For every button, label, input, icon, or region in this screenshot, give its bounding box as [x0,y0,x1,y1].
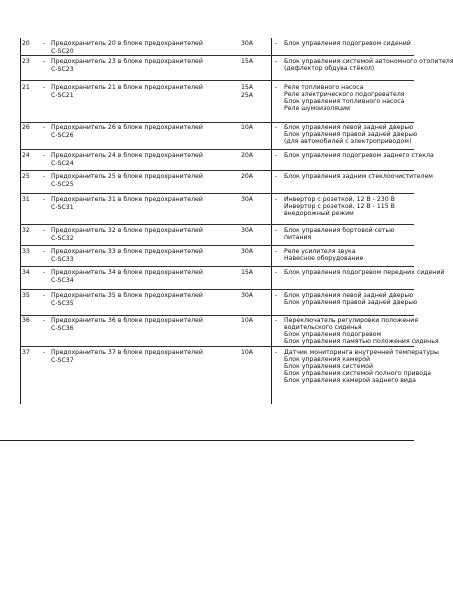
left-border [20,38,21,404]
fuse-description: Предохранитель 24 в блоке предохранителей [51,152,203,159]
fuse-function: Блок управления камерой [284,356,371,363]
fuse-description: Предохранитель 36 в блоке предохранителей [51,317,203,324]
fuse-description: C-SC32 [51,235,74,242]
fuse-description: C-SC24 [51,160,74,167]
fuse-description: Предохранитель 25 в блоке предохранителей [51,173,203,180]
bullet-glyph: - [275,173,278,180]
fuse-function: Блок управления левой задней дверью [284,124,414,131]
dash-glyph: - [43,152,46,159]
fuse-description: C-SC21 [51,92,74,99]
fuse-description: C-SC26 [51,132,74,139]
fuse-description: Предохранитель 21 в блоке предохранителей [51,84,203,91]
fuse-number: 37 [22,349,30,356]
fuse-description: C-SC31 [51,204,74,211]
fuse-rating: 10A [240,349,254,356]
fuse-description: C-SC33 [51,256,74,263]
fuse-description: C-SC35 [51,300,74,307]
row-separator [20,346,414,347]
bullet-glyph: - [275,292,278,299]
fuse-function: Переключатель регулировки положения [284,317,418,324]
fuse-function: Блок управления системой полного привода [284,370,432,377]
fuse-function: Реле усилителя звука [284,248,356,255]
row-separator [20,170,414,171]
fuse-function: Навесное оборудование [284,255,364,262]
fuse-rating: 20A [240,173,254,180]
rating-column-border [271,38,272,404]
dash-glyph: - [43,58,46,65]
row-separator [20,289,414,290]
row-separator [20,224,414,225]
dash-glyph: - [43,349,46,356]
fuse-function: Блок управления задним стеклоочистителем [284,173,433,180]
bullet-glyph: - [275,349,278,356]
dash-glyph: - [43,292,46,299]
bullet-glyph: - [275,227,278,234]
fuse-rating: 30A [240,227,254,234]
bullet-glyph: - [275,248,278,255]
fuse-function: питания [284,234,312,241]
bullet-glyph: - [275,58,278,65]
row-separator [20,245,414,246]
dash-glyph: - [43,173,46,180]
fuse-description: C-SC23 [51,66,74,73]
fuse-description: Предохранитель 33 в блоке предохранителей [51,248,203,255]
fuse-description: C-SC34 [51,277,74,284]
fuse-rating-alt: 25A [240,92,254,99]
fuse-function: Блок управления правой задней дверью [284,131,418,138]
dash-glyph: - [43,84,46,91]
fuse-description: C-SC37 [51,357,74,364]
fuse-description: Предохранитель 32 в блоке предохранителей [51,227,203,234]
fuse-description: Предохранитель 35 в блоке предохранителей [51,292,203,299]
fuse-function: внедорожный режим [284,210,354,217]
fuse-function: Блок управления памятью положения сиденья [284,338,439,345]
fuse-description: Предохранитель 20 в блоке предохранителей [51,40,203,47]
row-separator [20,266,414,267]
bullet-glyph: - [275,84,278,91]
fuse-description: Предохранитель 34 в блоке предохранителей [51,269,203,276]
fuse-description: C-SC36 [51,325,74,332]
row-separator [20,193,414,194]
fuse-rating: 15A [240,84,254,91]
fuse-function: (для автомобилей с электроприводом) [284,138,412,145]
bullet-glyph: - [275,196,278,203]
fuse-function: Блок управления подогревом заднего стекла [284,152,434,159]
row-separator [20,315,414,316]
dash-glyph: - [43,269,46,276]
fuse-rating: 30A [240,248,254,255]
fuse-function: Блок управления камерой заднего вида [284,377,416,384]
fuse-function: Инвертор с розеткой, 12 В - 115 В [284,203,395,210]
fuse-description: Предохранитель 31 в блоке предохранителей [51,196,203,203]
fuse-function: Инвертор с розеткой, 12 В - 230 В [284,196,395,203]
fuse-function: Реле электрического подогревателя [284,91,405,98]
fuse-rating: 30A [240,196,254,203]
fuse-function: Блок управления левой задней дверью [284,292,414,299]
fuse-function: Блок управления подогревом передних сидений [284,269,445,276]
fuse-function: Блок управления бортовой сетью [284,227,395,234]
fuse-function: (дефлектор обдува стёкол) [284,65,375,72]
fuse-number: 26 [22,124,30,131]
fuse-function: Блок управления топливного насоса [284,98,405,105]
fuse-rating: 10A [240,124,254,131]
bullet-glyph: - [275,40,278,47]
bullet-glyph: - [275,269,278,276]
dash-glyph: - [43,227,46,234]
fuse-description: Предохранитель 37 в блоке предохранителей [51,349,203,356]
fuse-rating: 30A [240,292,254,299]
fuse-function: Реле топливного насоса [284,84,364,91]
fuse-number: 32 [22,227,30,234]
fuse-function: Блок управления системой [284,363,373,370]
bullet-glyph: - [275,152,278,159]
fuse-rating: 10A [240,317,254,324]
fuse-number: 21 [22,84,30,91]
fuse-rating: 15A [240,58,254,65]
dash-glyph: - [43,196,46,203]
dash-glyph: - [43,124,46,131]
dash-glyph: - [43,317,46,324]
fuse-number: 20 [22,40,30,47]
fuse-number: 33 [22,248,30,255]
row-separator [20,122,414,123]
bullet-glyph: - [275,317,278,324]
fuse-function: Блок управления подогревом сидений [284,40,411,47]
fuse-number: 31 [22,196,30,203]
fuse-function: Реле шумоизоляции [284,105,351,112]
fuse-number: 23 [22,58,30,65]
fuse-number: 35 [22,292,30,299]
fuse-function: Блок управления правой задней дверью [284,299,418,306]
fuse-function: Датчик мониторинга внутренней температуры [284,349,439,356]
fuse-rating: 20A [240,152,254,159]
fuse-description: C-SC20 [51,48,74,55]
fuse-description: Предохранитель 26 в блоке предохранителей [51,124,203,131]
fuse-function: водительского сиденья [284,324,362,331]
page-divider [0,440,414,441]
row-separator [20,149,414,150]
fuse-number: 24 [22,152,30,159]
dash-glyph: - [43,248,46,255]
fuse-number: 25 [22,173,30,180]
fuse-number: 34 [22,269,30,276]
dash-glyph: - [43,40,46,47]
fuse-description: C-SC25 [51,181,74,188]
fuse-rating: 15A [240,269,254,276]
fuse-function: Блок управления системой автономного отопителя [284,58,453,65]
fuse-rating: 30A [240,40,254,47]
fuse-function: Блок управления подогревом [284,331,382,338]
fuse-number: 36 [22,317,30,324]
row-separator [20,80,414,81]
fuse-description: Предохранитель 23 в блоке предохранителей [51,58,203,65]
bullet-glyph: - [275,124,278,131]
